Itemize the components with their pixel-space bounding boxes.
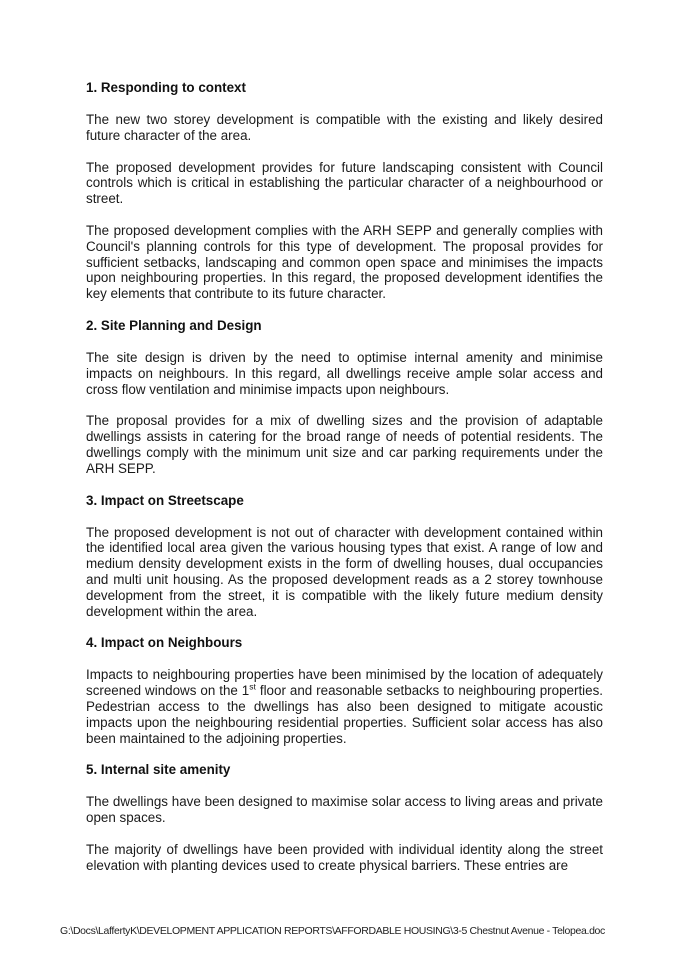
section-impact-on-neighbours xyxy=(86,635,603,746)
paragraph: The proposed development complies with the ARH SEPP and generally complies with Council's planning controls for this type of development. The proposal provides for sufficient setbacks, landscaping and common open space and minimises the impacts upon neighbouring properties. In this regard, the proposed development identifies the key elements that contribute to its future character. xyxy=(86,222,603,302)
section-heading: 5. Internal site amenity xyxy=(86,762,231,778)
document-body xyxy=(86,80,603,888)
paragraph-text-after: floor and reasonable setbacks to neighbouring properties. Pedestrian access to the dwellings has also been designed to mitigate acoustic impacts upon the neighbouring residential properties. Sufficient solar access has also been maintained to the adjoining properties. xyxy=(86,683,604,746)
ordinal-superscript: st xyxy=(249,681,256,692)
paragraph: The site design is driven by the need to optimise internal amenity and minimise impacts on neighbours. In this regard, all dwellings receive ample solar access and cross flow ventilation and minimise impacts upon neighbours. xyxy=(86,349,603,397)
section-responding-to-context xyxy=(86,80,603,302)
paragraph: The dwellings have been designed to maximise solar access to living areas and private open spaces. xyxy=(86,794,603,826)
paragraph: The proposed development is not out of character with development contained within the identified local area given the various housing types that exist. A range of low and medium density development exists in the form of dwelling houses, dual occupancies and multi unit housing. As the proposed development reads as a 2 storey townhouse development from the street, it is compatible with the likely future medium density development within the area. xyxy=(86,524,603,619)
section-heading: 2. Site Planning and Design xyxy=(86,317,262,333)
paragraph xyxy=(86,667,603,746)
section-heading: 1. Responding to context xyxy=(86,80,246,95)
section-impact-on-streetscape xyxy=(86,493,603,620)
section-site-planning-and-design xyxy=(86,318,603,477)
paragraph: The proposal provides for a mix of dwelling sizes and the provision of adaptable dwellings assists in catering for the broad range of needs of potential residents. The dwellings comply with the minimum unit size and car parking requirements under the ARH SEPP. xyxy=(86,413,603,476)
section-internal-site-amenity xyxy=(86,762,603,873)
section-heading: 3. Impact on Streetscape xyxy=(86,492,244,508)
paragraph: The new two storey development is compatible with the existing and likely desired future character of the area. xyxy=(86,112,603,143)
document-file-path-footer: G:\Docs\LaffertyK\DEVELOPMENT APPLICATION REPORTS\AFFORDABLE HOUSING\3-5 Chestnut Avenue - Telopea.doc xyxy=(60,925,605,937)
paragraph: The proposed development provides for future landscaping consistent with Council controls which is critical in establishing the particular character of a neighbourhood or street. xyxy=(86,159,603,207)
section-heading: 4. Impact on Neighbours xyxy=(86,635,243,651)
paragraph: The majority of dwellings have been provided with individual identity along the street elevation with planting devices used to create physical barriers. These entries are xyxy=(86,841,603,873)
paragraph-text-before: Impacts to neighbouring properties have been minimised by the location of adequately screened windows on the 1 xyxy=(86,667,603,699)
